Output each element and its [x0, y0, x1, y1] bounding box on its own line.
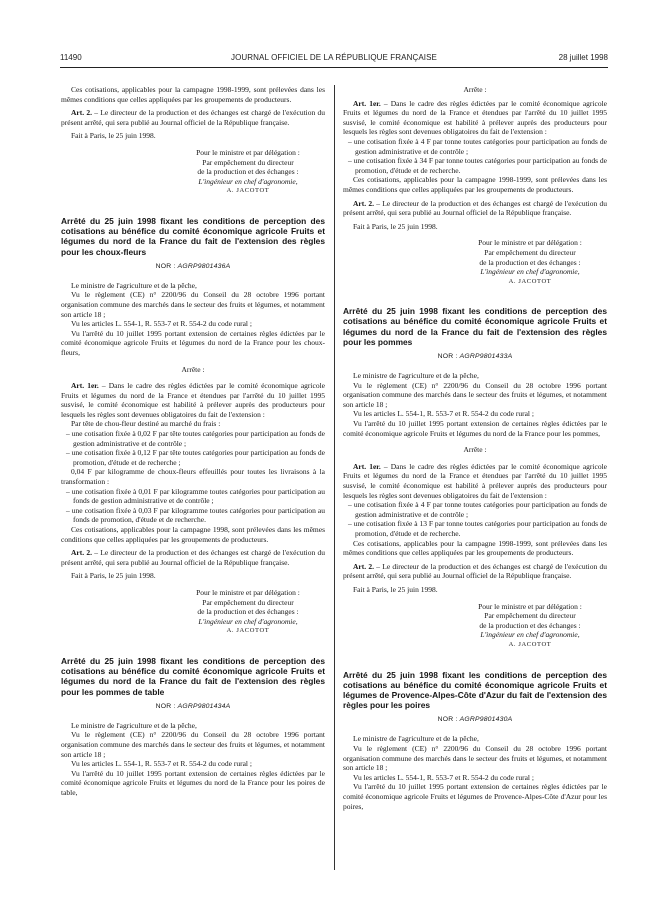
- paragraph: Le ministre de l'agriculture et de la pêche,: [71, 720, 197, 730]
- paragraph: Vu les articles L. 554-1, R. 553-7 et R. 554-2 du code rural ;: [353, 772, 534, 782]
- article-label: Art. 2.: [71, 548, 92, 558]
- arrete-heading: Arrête :: [463, 85, 487, 94]
- signature-line: L'ingénieur en chef d'agronomie,: [198, 176, 298, 186]
- list-item: – une cotisation fixée à 4 F par tonne toutes catégories pour participation au fonds de gestion administrative et de contrôle ;: [348, 500, 607, 519]
- nor-reference: [343, 715, 607, 724]
- signatory-name: A. JACOTOT: [508, 640, 552, 648]
- nor-reference: [343, 352, 607, 361]
- signature-line: Pour le ministre et par délégation :: [478, 601, 582, 611]
- signature-place-date: Fait à Paris, le 25 juin 1998.: [71, 131, 156, 141]
- signature-line: Par empêchement du directeur: [484, 247, 576, 257]
- paragraph: Ces cotisations, applicables pour la campagne 1998-1999, sont prélevées dans les mêmes conditions que celles appliquées par les groupements de producteurs.: [343, 175, 607, 194]
- column-divider: [334, 85, 335, 870]
- signature-line: de la production et des échanges :: [197, 607, 299, 617]
- article-2: [61, 108, 325, 127]
- paragraph: 0,04 F par kilogramme de choux-fleurs effeuillés pour toutes les livraisons à la transformation :: [61, 467, 325, 487]
- list-item: – une cotisation fixée à 4 F par tonne toutes catégories pour participation au fonds de gestion administrative et de contrôle ;: [348, 136, 607, 156]
- signature-line: Par empêchement du directeur: [202, 597, 294, 607]
- article-text: – Dans le cadre des règles édictées par le comité économique agricole Fruits et légumes du nord de la France et étendues par l'arrêté du 10 juillet 1995 susvisé, le comité économique est habilité à prélever auprès des producteurs pour lesquels les règles sont devenues obligatoires du fait de l'extension :: [61, 381, 325, 419]
- issue-date: 28 juillet 1998: [558, 53, 608, 62]
- signatory-name: A. JACOTOT: [508, 277, 552, 285]
- article-2: [343, 562, 607, 581]
- article-text: – Dans le cadre des règles édictées par le comité économique agricole Fruits et légumes du nord de la France et étendues par l'arrêté du 10 juillet 1995 susvisé, le comité économique est habilité à prélever auprès des producteurs pour lesquels les règles sont devenues obligatoires du fait de l'extension :: [343, 461, 607, 500]
- journal-title: JOURNAL OFFICIEL DE LA RÉPUBLIQUE FRANÇAISE: [231, 53, 437, 62]
- paragraph: Vu le règlement (CE) n° 2200/96 du Conseil du 28 octobre 1996 portant organisation commune des marchés dans le secteur des fruits et légumes, et notamment son article 18 ;: [343, 743, 607, 773]
- article-text: – Le directeur de la production et des échanges est chargé de l'exécution du présent arrêté, qui sera publié au Journal officiel de la République française.: [61, 548, 325, 567]
- running-header: [60, 52, 608, 64]
- list-item: – une cotisation fixée à 13 F par tonne toutes catégories pour participation au fonds de promotion, d'étude et de recherche.: [348, 519, 607, 538]
- signature-line: de la production et des échanges :: [479, 257, 581, 267]
- list-item: – une cotisation fixée à 34 F par tonne toutes catégories pour participation au fonds de promotion, d'étude et de recherche.: [348, 156, 607, 175]
- nor-reference: [61, 262, 325, 271]
- list-item: – une cotisation fixée à 0,12 F par tête toutes catégories pour participation au fonds de promotion, d'étude et de recherche ;: [66, 448, 325, 467]
- right-column: [343, 85, 607, 811]
- article-text: – Dans le cadre des règles édictées par le comité économique agricole Fruits et légumes du nord de la France et étendues par l'arrêté du 10 juillet 1995 susvisé, le comité économique est habilité à prélever auprès des producteurs pour lesquels les règles sont devenues obligatoires du fait de l'extension :: [343, 98, 607, 137]
- article-1: [343, 99, 607, 137]
- nor-code: AGRP9801436A: [177, 262, 231, 270]
- nor-code: AGRP9801433A: [459, 353, 513, 361]
- signatory-name: A. JACOTOT: [226, 627, 270, 635]
- signature-line: L'ingénieur en chef d'agronomie,: [480, 267, 580, 277]
- signature-line: de la production et des échanges :: [479, 620, 581, 630]
- signature-line: de la production et des échanges :: [197, 167, 299, 177]
- signature-place-date: Fait à Paris, le 25 juin 1998.: [71, 571, 156, 581]
- decree-title: Arrêté du 25 juin 1998 fixant les conditions de perception des cotisations au bénéfice du comité économique agricole Fruits et légumes du nord de la France du fait de l'extension des règles pour les pommes: [343, 306, 607, 347]
- article-text: – Le directeur de la production et des échanges est chargé de l'exécution du présent arrêté, qui sera publié au Journal officiel de la République française.: [61, 108, 325, 127]
- arrete-heading: Arrête :: [181, 364, 205, 374]
- article-label: Art. 1er.: [353, 98, 381, 108]
- left-column: [61, 85, 325, 798]
- signature-line: L'ingénieur en chef d'agronomie,: [198, 616, 298, 626]
- paragraph: Vu les articles L. 554-1, R. 553-7 et R. 554-2 du code rural ;: [71, 759, 252, 769]
- paragraph: Le ministre de l'agriculture et de la pêche,: [353, 371, 479, 381]
- signature-block: [455, 238, 605, 286]
- header-rule: [60, 67, 608, 68]
- list-item: – une cotisation fixée à 0,03 F par kilogramme toutes catégories pour participation au fonds de promotion, d'étude et de recherche.: [66, 505, 325, 525]
- signatory-name: A. JACOTOT: [226, 187, 270, 195]
- signature-place-date: Fait à Paris, le 25 juin 1998.: [353, 221, 438, 231]
- decree-title: Arrêté du 25 juin 1998 fixant les conditions de perception des cotisations au bénéfice du comité économique agricole Fruits et légumes du nord de la France du fait de l'extension des règles pour les pommes de table: [61, 655, 325, 697]
- nor-label: NOR :: [437, 716, 460, 724]
- nor-label: NOR :: [155, 262, 178, 270]
- paragraph: Vu le règlement (CE) n° 2200/96 du Conseil du 28 octobre 1996 portant organisation commune des marchés dans le secteur des fruits et légumes, et notamment son article 18 ;: [343, 380, 607, 409]
- signature-line: Par empêchement du directeur: [202, 157, 294, 167]
- article-label: Art. 1er.: [353, 461, 381, 471]
- nor-code: AGRP9801434A: [177, 702, 231, 710]
- article-text: – Le directeur de la production et des échanges est chargé de l'exécution du présent arrêté, qui sera publié au Journal officiel de la République française.: [343, 198, 607, 218]
- paragraph: Ces cotisations, applicables pour la campagne 1998-1999, sont prélevées dans les mêmes conditions que celles appliquées par les groupements de producteurs.: [343, 538, 607, 558]
- article-2: [61, 548, 325, 567]
- paragraph: Vu l'arrêté du 10 juillet 1995 portant extension de certaines règles édictées par le comité économique agricole Fruits et légumes du nord de la France pour les pommes,: [343, 419, 607, 438]
- paragraph: Par tête de chou-fleur destiné au marché du frais :: [71, 419, 221, 429]
- arrete-heading: Arrête :: [463, 445, 487, 455]
- nor-label: NOR :: [437, 353, 460, 361]
- signature-line: L'ingénieur en chef d'agronomie,: [480, 630, 580, 640]
- article-text: – Le directeur de la production et des échanges est chargé de l'exécution du présent arrêté, qui sera publié au Journal officiel de la République française.: [343, 561, 607, 581]
- nor-reference: [61, 702, 325, 711]
- nor-code: AGRP9801430A: [459, 716, 513, 724]
- article-label: Art. 1er.: [71, 381, 99, 391]
- signature-block: [173, 148, 323, 196]
- paragraph: Vu le règlement (CE) n° 2200/96 du Conseil du 28 octobre 1996 portant organisation commune des marchés dans le secteur des fruits et légumes, et notamment son article 18 ;: [61, 290, 325, 319]
- paragraph: Le ministre de l'agriculture et de la pêche,: [71, 280, 197, 290]
- page-number: 11490: [60, 53, 82, 62]
- signature-line: Par empêchement du directeur: [484, 611, 576, 621]
- article-1: [61, 381, 325, 419]
- paragraph: Vu l'arrêté du 10 juillet 1995 portant extension de certaines règles édictées par le comité économique agricole Fruits et légumes du nord de la France pour les poires de table,: [61, 768, 325, 797]
- article-2: [343, 199, 607, 218]
- article-label: Art. 2.: [353, 561, 374, 571]
- signature-place-date: Fait à Paris, le 25 juin 1998.: [353, 584, 438, 594]
- paragraph: Ces cotisations, applicables pour la campagne 1998-1999, sont prélevées dans les mêmes conditions que celles appliquées par les groupements de producteurs.: [61, 85, 325, 104]
- article-1: [343, 462, 607, 500]
- paragraph: Le ministre de l'agriculture et de la pêche,: [353, 734, 479, 744]
- signature-line: Pour le ministre et par délégation :: [196, 147, 300, 157]
- paragraph: Vu les articles L. 554-1, R. 553-7 et R. 554-2 du code rural ;: [353, 409, 534, 419]
- paragraph: Vu le règlement (CE) n° 2200/96 du Conseil du 28 octobre 1996 portant organisation commune des marchés dans le secteur des fruits et légumes, et notamment son article 18 ;: [61, 730, 325, 759]
- decree-title: Arrêté du 25 juin 1998 fixant les conditions de perception des cotisations au bénéfice du comité économique agricole Fruits et légumes de Provence-Alpes-Côte d'Azur du fait de l'extension des règles pour les poires: [343, 669, 607, 711]
- signature-line: Pour le ministre et par délégation :: [478, 238, 582, 248]
- paragraph: Vu les articles L. 554-1, R. 553-7 et R. 554-2 du code rural ;: [71, 319, 252, 329]
- signature-block: [173, 588, 323, 636]
- paragraph: Vu l'arrêté du 10 juillet 1995 portant extension de certaines règles édictées par le comité économique agricole Fruits et légumes du nord de la France pour les choux-fleurs,: [61, 328, 325, 357]
- paragraph: Vu l'arrêté du 10 juillet 1995 portant extension de certaines règles édictées par le comité économique agricole Fruits et légumes de Provence-Alpes-Côte d'Azur pour les poires,: [343, 782, 607, 811]
- list-item: – une cotisation fixée à 0,01 F par kilogramme toutes catégories pour participation au fonds de gestion administrative et de contrôle ;: [66, 486, 325, 506]
- signature-block: [455, 602, 605, 650]
- article-label: Art. 2.: [353, 198, 374, 208]
- signature-line: Pour le ministre et par délégation :: [196, 587, 300, 597]
- article-label: Art. 2.: [71, 108, 92, 118]
- list-item: – une cotisation fixée à 0,02 F par tête toutes catégories pour participation au fonds de gestion administrative et de contrôle ;: [66, 429, 325, 448]
- decree-title: Arrêté du 25 juin 1998 fixant les conditions de perception des cotisations au bénéfice du comité économique agricole Fruits et légumes du nord de la France du fait de l'extension des règles pour les choux-fleurs: [61, 215, 325, 257]
- paragraph: Ces cotisations, applicables pour la campagne 1998, sont prélevées dans les mêmes conditions que celles appliquées par les groupements de producteurs.: [61, 525, 325, 544]
- nor-label: NOR :: [155, 702, 178, 710]
